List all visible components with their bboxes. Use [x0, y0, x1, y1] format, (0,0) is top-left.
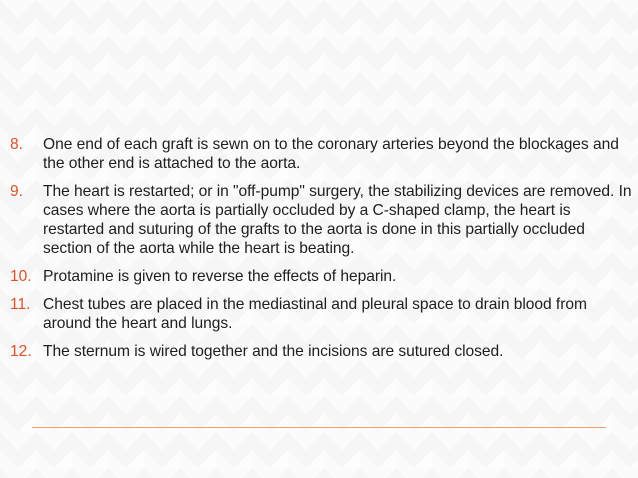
numbered-step-list — [10, 135, 632, 370]
step-number: 10. — [10, 268, 32, 285]
step-number: 12. — [10, 343, 32, 360]
step-text: One end of each graft is sewn on to the coronary arteries beyond the blockages and the other end is attached to the aorta. — [43, 136, 619, 172]
step-number: 11. — [10, 296, 31, 313]
list-item-step-9 — [10, 182, 632, 258]
step-text: Chest tubes are placed in the mediastinal and pleural space to drain blood from around the heart and lungs. — [43, 296, 587, 332]
list-item-step-12 — [10, 342, 632, 361]
step-number: 9. — [10, 183, 24, 200]
step-number: 8. — [10, 136, 24, 153]
list-item-step-11 — [10, 295, 632, 333]
step-text: The heart is restarted; or in "off-pump" surgery, the stabilizing devices are removed. In cases where the aorta is partially occluded by a C-shaped clamp, the heart is restarted and suturing of the grafts to the aorta is done in this partially occluded section of the aorta while the heart is beating. — [43, 183, 632, 257]
list-item-step-10 — [10, 267, 632, 286]
footer-divider — [32, 427, 606, 428]
list-item-step-8 — [10, 135, 632, 173]
step-text: The sternum is wired together and the incisions are sutured closed. — [43, 343, 504, 360]
step-text: Protamine is given to reverse the effects of heparin. — [43, 268, 397, 285]
